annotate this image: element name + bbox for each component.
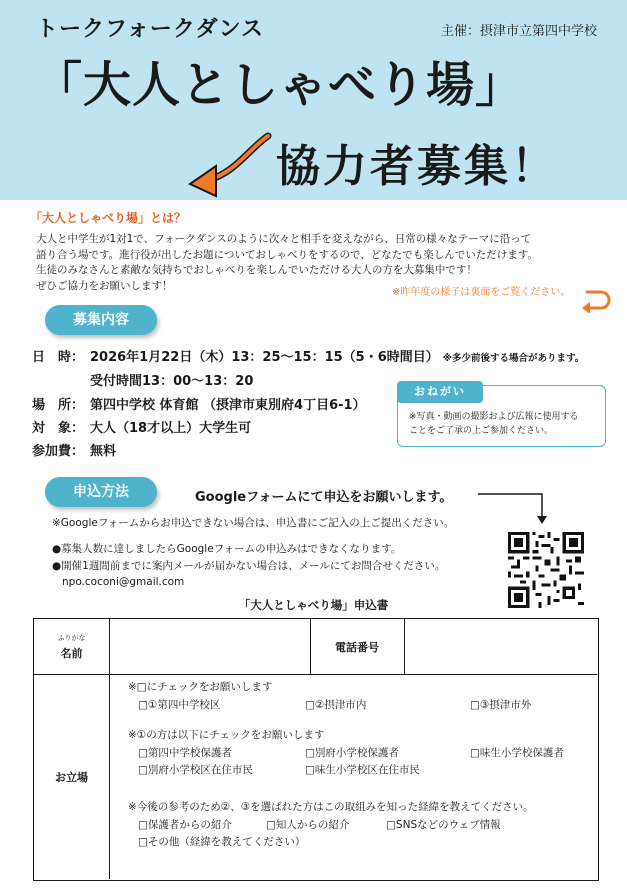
fee-label: 参加費：: [32, 444, 85, 459]
date-row: [32, 346, 584, 365]
date-value: 2026年1月22日（木）13：25〜15：15（5・6時間目）: [90, 350, 439, 365]
phone-label: 電話番号: [335, 641, 379, 654]
checkbox-option[interactable]: □味生小学校保護者: [470, 747, 564, 759]
fee-row: [32, 440, 116, 459]
name-input[interactable]: [110, 619, 309, 674]
intro-line: 生徒のみなさんと素敵な気持ちでおしゃべりを楽しんでいただける大人の方を大募集中です！: [36, 264, 477, 276]
google-form-line: Googleフォームにて申込をお願いします。: [195, 490, 453, 505]
hero-subtitle: トークフォークダンス: [36, 17, 265, 42]
checkbox-option[interactable]: □保護者からの紹介: [138, 819, 232, 831]
phone-input[interactable]: [405, 619, 597, 674]
checkbox-option[interactable]: □SNSなどのウェブ情報: [386, 819, 501, 831]
intro-line: ぜひご協力をお願いします！: [36, 279, 173, 292]
intro-line: 語り合う場です。進行役が出したお題についておしゃべりをするので、どなたでも楽しんでいただけます。: [36, 248, 538, 261]
bullet-item: ●募集人数に達しましたらGoogleフォームの申込みはできなくなります。: [52, 543, 402, 555]
date-note: ※多少前後する場合があります。: [442, 353, 585, 364]
checkbox-option[interactable]: □③摂津市外: [470, 699, 532, 711]
target-value: 大人（18才以上）大学生可: [90, 421, 252, 436]
application-form: [33, 618, 599, 881]
checkbox-option[interactable]: □別府小学校保護者: [305, 747, 399, 759]
apply-bullets: [52, 541, 445, 575]
position-label: お立場: [55, 771, 88, 784]
checkbox-option[interactable]: □味生小学校区在住市民: [305, 764, 420, 776]
intro-line: 大人と中学生が1対1で、フォークダンスのように次々と相手を変えながら、日常の様々なテーマに沿って: [36, 233, 532, 245]
request-text: [409, 410, 601, 438]
target-row: [32, 417, 251, 436]
request-line: ※写真・動画の撮影および広報に使用する: [409, 412, 579, 422]
name-label: 名前: [60, 647, 83, 660]
place-label: 場 所：: [32, 398, 85, 413]
bullet-item: ●開催1週間前までに案内メールが届かない場合は、メールにてお問合せください。: [52, 560, 446, 572]
place-value: 第四中学校 体育館 （摂津市東別府4丁目6-1）: [90, 398, 366, 413]
furigana-label: ふりがな: [57, 634, 86, 642]
fee-value: 無料: [90, 444, 117, 459]
page-title: 「大人としゃべり場」: [34, 57, 525, 113]
checkbox-option[interactable]: □別府小学校区在住市民: [138, 764, 253, 776]
arrow-to-qr-icon: [478, 490, 548, 526]
reception-time: 受付時間13：00〜13：20: [90, 374, 254, 389]
place-row: [32, 394, 366, 413]
form-title: 「大人としゃべり場」申込書: [238, 598, 389, 612]
curved-arrow-icon: [180, 128, 275, 203]
question-2: ※①の方は以下にチェックをお願いします: [128, 729, 325, 741]
intro-heading: 「大人としゃべり場」とは？: [30, 211, 187, 225]
apply-note: ※Googleフォームからお申込できない場合は、申込書にご記入の上ご提出ください。: [52, 517, 455, 529]
organizer: 主催：摂津市立第四中学校: [440, 24, 597, 39]
checkbox-option[interactable]: □第四中学校保護者: [138, 747, 232, 759]
checkbox-option[interactable]: □その他（経緯を教えてください）: [138, 836, 306, 848]
checkbox-option[interactable]: □②摂津市内: [305, 699, 367, 711]
return-arrow-icon: [581, 287, 611, 313]
question-1: ※□にチェックをお願いします: [128, 681, 273, 693]
apply-section-label: 申込方法: [45, 477, 157, 507]
table-divider: [34, 674, 597, 675]
checkbox-option[interactable]: □①第四中学校区: [138, 699, 221, 711]
target-label: 対 象：: [32, 421, 85, 436]
checkbox-option[interactable]: □知人からの紹介: [266, 819, 350, 831]
request-tag: おねがい: [397, 381, 483, 403]
recruit-heading: 協力者募集！: [276, 141, 558, 192]
recruit-section-label: 募集内容: [45, 305, 157, 335]
contact-email[interactable]: npo.coconi@gmail.com: [62, 576, 185, 588]
request-line: ことをご了承の上ご参加ください。: [409, 426, 554, 436]
question-3: ※今後の参考のため②、③を選ばれた方はこの取組みを知った経緯を教えてください。: [128, 801, 534, 813]
back-page-note: ※昨年度の様子は裏面をご覧ください。: [392, 287, 571, 298]
date-label: 日 時：: [32, 350, 85, 365]
